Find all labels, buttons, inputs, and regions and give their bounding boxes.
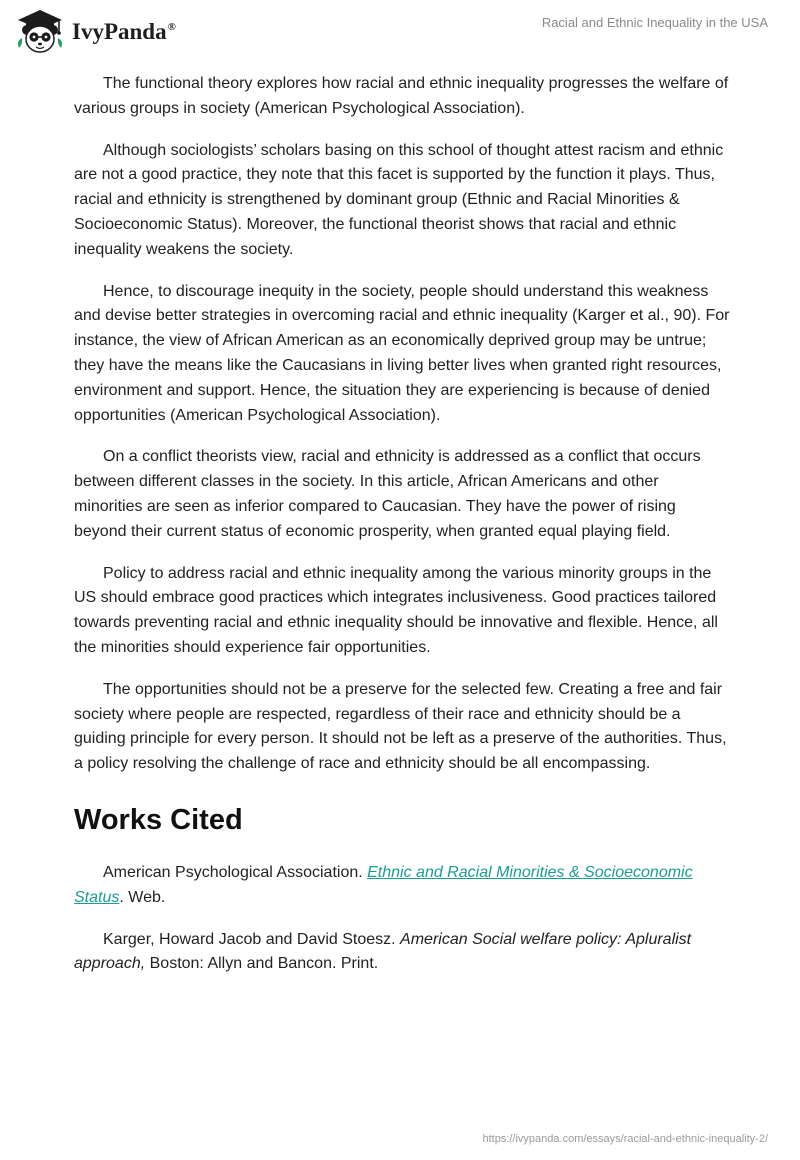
citation-author: American Psychological Association. xyxy=(103,863,368,881)
paragraph: On a conflict theorists view, racial and ethnicity is addressed as a conflict that occurs between different classes in the society. In this article, African Americans and other minorities are seen as inferior compared to Caucasian. They have the power of rising beyond their current status of economic prosperity, when granted equal playing field. xyxy=(74,448,701,540)
essay-content xyxy=(74,72,730,994)
citation-author: Karger, Howard Jacob and David Stoesz. xyxy=(103,930,401,948)
citation-entry xyxy=(74,861,730,911)
ivypanda-logo[interactable] xyxy=(14,8,176,54)
page-header xyxy=(0,0,800,60)
citation-suffix: . Web. xyxy=(119,888,166,906)
works-cited-heading: Works Cited xyxy=(74,803,243,836)
paragraph: Although sociologists’ scholars basing on this school of thought attest racism and ethnic are not a good practice, they note that this facet is supported by the function it plays. Thus, racial and ethnicity is strengthened by dominant group (Ethnic and Racial Minorities & Socioeconomic Status). Moreover, the functional theorist shows that racial and ethnic inequality weakens the society. xyxy=(74,141,724,258)
citation-entry xyxy=(74,928,730,978)
citation-title: American Social welfare policy: Apluralist approach, xyxy=(74,930,692,973)
page-url: https://ivypanda.com/essays/racial-and-ethnic-inequality-2/ xyxy=(482,1133,768,1145)
panda-graduate-icon xyxy=(14,8,66,54)
paragraph: The opportunities should not be a preserve for the selected few. Creating a free and fair society where people are respected, regardless of their race and ethnicity should be a guiding principle for every person. It should not be left as a preserve of the authorities. Thus, a policy resolving the challenge of race and ethnicity should be all encompassing. xyxy=(74,680,727,773)
paragraph: Policy to address racial and ethnic inequality among the various minority groups in the US should embrace good practices which integrates inclusiveness. Good practices tailored towards preventing racial and ethnic inequality should be innovative and flexible. Hence, all the minorities should experience fair opportunities. xyxy=(74,564,718,656)
citation-link[interactable]: Ethnic and Racial Minorities & Socioeconomic Status xyxy=(74,863,693,906)
citation-suffix: Boston: Allyn and Bancon. Print. xyxy=(145,955,379,973)
paragraph: The functional theory explores how racial and ethnic inequality progresses the welfare of various groups in society (American Psychological Association). xyxy=(74,75,729,117)
brand-name: IvyPanda® xyxy=(72,19,176,44)
paragraph: Hence, to discourage inequity in the society, people should understand this weakness and devise better strategies in overcoming racial and ethnic inequality (Karger et al., 90). For instance, the view of African American as an economically deprived group may be untrue; they have the means like the Caucasians in living better lives when granted right resources, environment and support. Hence, the situation they are experiencing is because of denied opportunities (American Psychological Association). xyxy=(74,282,730,424)
document-title: Racial and Ethnic Inequality in the USA xyxy=(541,15,768,30)
